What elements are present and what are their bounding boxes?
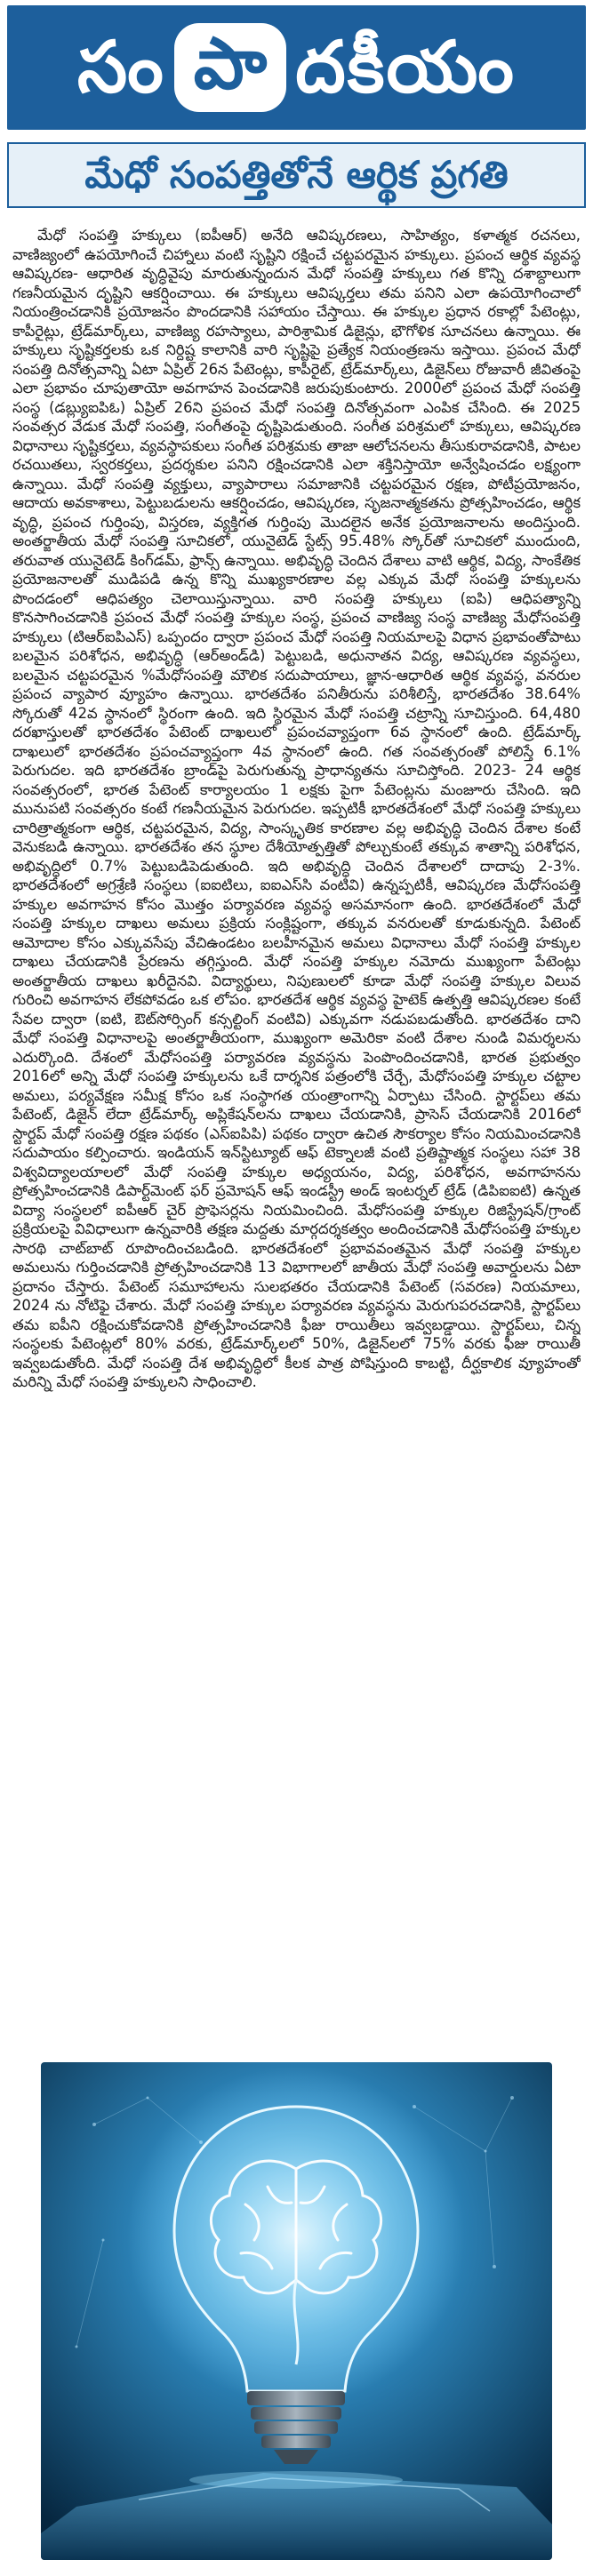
masthead-part-2: పా xyxy=(174,23,286,112)
masthead-part-3: దకీయం xyxy=(295,26,516,108)
headline-box xyxy=(7,142,586,208)
masthead xyxy=(7,5,586,130)
article-body xyxy=(12,226,581,2048)
brain-lightbulb-icon xyxy=(41,2062,552,2560)
headline: మేధో సంపత్తితోనే ఆర్థిక ప్రగతి xyxy=(84,153,509,196)
brain-lightbulb-image xyxy=(41,2062,552,2560)
masthead-part-1: సం xyxy=(77,26,165,108)
article-paragraph: మేధో సంపత్తి హక్కులు (ఐపీఆర్) అనేది ఆవిష్కరణలు, సాహిత్యం, కళాత్మక రచనలు, వాణిజ్యంలో ఉపయోగించే చిహ్నాలు వంటి సృష్టిని రక్షించే చట్టపరమైన హక్కులు. ప్రపంచ ఆర్థిక వ్యవస్థ ఆవిష్కరణ- ఆధారిత వృద్ధివైపు మారుతున్నందున మేధో సంపత్తి హక్కులు గత కొన్ని దశాబ్దాలుగా గణనీయమైన దృష్టిని ఆకర్షించాయి. ఈ హక్కులు ఆవిష్కర్తలు తమ పనిని ఎలా ఉపయోగించాలో నియంత్రించడానికి ప్రయోజనం పొందడానికి సహాయం చేస్తాయి. ఈ హక్కుల ప్రధాన రకాల్లో పేటెంట్లు, కాపీరైట్లు, ట్రేడ్‌మార్క్‌లు, వాణిజ్య రహస్యాలు, పారిశ్రామిక డిజైన్లు, భౌగోళిక సూచనలు ఉన్నాయి. ఈ హక్కులు సృష్టికర్తలకు ఒక నిర్దిష్ట కాలానికి వారి సృష్టిపై ప్రత్యేక నియంత్రణను ఇస్తాయి. ప్రపంచ మేధో సంపత్తి దినోత్సవాన్ని ఏటా ఏప్రిల్ 26న పేటెంట్లు, కాపీరైట్, ట్రేడ్‌మార్క్‌లు, డిజైన్‌లు రోజువారీ జీవితంపై ఎలా ప్రభావం చూపుతాయో అవగాహన పెంచడానికి జరుపుకుంటారు. 2000లో ప్రపంచ మేధో సంపత్తి సంస్థ (డబ్ల్యుఐపిఓ) ఏప్రిల్ 26ని ప్రపంచ మేధో సంపత్తి దినోత్సవంగా ఎంపిక చేసింది. ఈ 2025 సంవత్సర వేడుక మేధో సంపత్తి, సంగీతంపై దృష్టిపెడుతుంది. సంగీత పరిశ్రమలో హక్కులు, ఆవిష్కరణ విధానాలు సృష్టికర్తలు, వ్యవస్థాపకులు సంగీత పరిశ్రమకు తాజా ఆలోచనలను తీసుకురావడానికి, పాటల రచయితలు, స్వరకర్తలు, ప్రదర్శకుల పనిని రక్షించడానికి ఎలా శక్తినిస్తాయో అన్వేషించడం లక్ష్యంగా ఉన్నాయి. మేధో సంపత్తి వ్యక్తులు, వ్యాపారాలు సమాజానికి చట్టపరమైన రక్షణ, పోటీప్రయోజనం, ఆదాయ అవకాశాలు, పెట్టుబడులను ఆకర్షించడం, ఆవిష్కరణ, సృజనాత్మకతను ప్రోత్సహించడం, ఆర్థిక వృద్ధి, ప్రపంచ గుర్తింపు, విస్తరణ, వ్యక్తిగత గుర్తింపు మొదలైన అనేక ప్రయోజనాలను అందిస్తుంది. అంతర్జాతీయ మేధో సంపత్తి సూచికలో, యునైటెడ్ స్టేట్స్ 95.48% స్కోర్‌తో సూచికలో ముందుంది, తరువాత యునైటెడ్ కింగ్‌డమ్, ఫ్రాన్స్ ఉన్నాయి. అభివృద్ధి చెందిన దేశాలు వాటి ఆర్థిక, విద్య, సాంకేతిక ప్రయోజనాలతో ముడిపడి ఉన్న కొన్ని ముఖ్యకారణాల వల్ల ఎక్కువ మేధో సంపత్తి హక్కులను పొందడంలో ఆధిపత్యం చెలాయిస్తున్నాయి. వారి సంపత్తి హక్కులు (ఐపి) ఆధిపత్యాన్ని కొనసాగించడానికి ప్రపంచ మేధో సంపత్తి హక్కుల సంస్థ, ప్రపంచ వాణిజ్య సంస్థ వాణిజ్య మేధోసంపత్తి హక్కులు (టిఆర్ఐపిఎస్) ఒప్పందం ద్వారా ప్రపంచ మేధో సంపత్తి నియమాలపై విధాన ప్రభావంతోపాటు బలమైన పరిశోధన, అభివృద్ధి (ఆర్అండ్‌డి) పెట్టుబడి, అధునాతన విద్య, ఆవిష్కరణ వ్యవస్థలు, బలమైన చట్టపరమైన %మేధోసంపత్తి మౌలిక సదుపాయాలు, జ్ఞాన-ఆధారిత ఆర్థిక వ్యవస్థ, వనరుల ప్రపంచ వ్యాపార వ్యూహం ఉన్నాయి. భారతదేశం పనితీరును పరిశీలిస్తే, భారతదేశం 38.64% స్కోరుతో 42వ స్థానంలో స్థిరంగా ఉంది. ఇది స్థిరమైన మేధో సంపత్తి చట్రాన్ని సూచిస్తుంది. 64,480 దరఖాస్తులతో భారతదేశం పేటెంట్ దాఖలులో ప్రపంచవ్యాప్తంగా 6వ స్థానంలో ఉంది. ట్రేడ్‌మార్క్ దాఖలులో భారతదేశం ప్రపంచవ్యాప్తంగా 4వ స్థానంలో ఉంది. గత సంవత్సరంతో పోలిస్తే 6.1% పెరుగుదల. ఇది భారతదేశం బ్రాండ్‌పై పెరుగుతున్న ప్రాధాన్యతను సూచిస్తోంది. 2023- 24 ఆర్థిక సంవత్సరంలో, భారత పేటెంట్ కార్యాలయం 1 లక్షకు పైగా పేటెంట్లను మంజూరు చేసింది. ఇది మునుపటి సంవత్సరం కంటే గణనీయమైన పెరుగుదల. ఇప్పటికీ భారతదేశంలో మేధో సంపత్తి హక్కులు చారిత్రాత్మకంగా ఆర్థిక, చట్టపరమైన, విద్య, సాంస్కృతిక కారణాల వల్ల అభివృద్ధి చెందిన దేశాల కంటే వెనుకబడి ఉన్నాయి. భారతదేశం తన స్థూల దేశీయోత్పత్తితో పోల్చుకుంటే తక్కువ శాతాన్ని పరిశోధన, అభివృద్ధిలో 0.7% పెట్టుబడిపెడుతుంది. ఇది అభివృద్ధి చెందిన దేశాలలో దాదాపు 2-3%. భారతదేశంలో అగ్రశ్రేణి సంస్థలు (ఐఐటిలు, ఐఐఎస్‌సి వంటివి) ఉన్నప్పటికీ, ఆవిష్కరణ మేధోసంపత్తి హక్కుల అవగాహన కోసం మొత్తం పర్యావరణ వ్యవస్థ అసమానంగా ఉంది. భారతదేశంలో మేధో సంపత్తి హక్కుల దాఖలు అమలు ప్రక్రియ సంక్లిష్టంగా, తక్కువ వనరులతో కూడుకున్నది. పేటెంట్ ఆమోదాల కోసం ఎక్కువసేపు వేచిఉండటం బలహీనమైన అమలు విధానాలు మేధో సంపత్తి హక్కుల దాఖలు చేయడానికి ప్రేరణను తగ్గిస్తుంది. మేధో సంపత్తి హక్కుల నమోదు ముఖ్యంగా పేటెంట్లు అంతర్జాతీయ దాఖలు ఖరీదైనవి. విద్యార్థులు, నిపుణులలో కూడా మేధో సంపత్తి హక్కుల విలువ గురించి అవగాహన లేకపోవడం ఒక లోపం. భారతదేశ ఆర్థిక వ్యవస్థ హైటెక్ ఉత్పత్తి ఆవిష్కరణల కంటే సేవల ద్వారా (ఐటి, ఔట్‌సోర్సింగ్ కన్సల్టింగ్ వంటివి) ఎక్కువగా నడుపబడుతోంది. భారతదేశం దాని మేధో సంపత్తి విధానాలపై అంతర్జాతీయంగా, ముఖ్యంగా అమెరికా వంటి దేశాల నుండి విమర్శలను ఎదుర్కొంది. దేశంలో మేధోసంపత్తి పర్యావరణ వ్యవస్థను పెంపొందించడానికి, భారత ప్రభుత్వం 2016లో అన్ని మేధో సంపత్తి హక్కులను ఒకే దార్శనిక పత్రంలోకి చేర్చే, మేధోసంపత్తి హక్కుల చట్టాల అమలు, పర్యవేక్షణ సమీక్ష కోసం ఒక సంస్థాగత యంత్రాంగాన్ని ఏర్పాటు చేసింది. స్టార్టప్‌లు తమ పేటెంట్, డిజైన్ లేదా ట్రేడ్‌మార్క్ అప్లికేషన్‌లను దాఖలు చేయడానికి, ప్రాసెస్ చేయడానికి 2016లో స్టార్టప్ మేధో సంపత్తి రక్షణ పథకం (ఎస్ఐపిపి) పథకం ద్వారా ఉచిత సౌకర్యాల కోసం నియమించడానికి సదుపాయం కల్పించారు. ఇండియన్ ఇన్‌స్టిట్యూట్ ఆఫ్ టెక్నాలజీ వంటి ప్రతిష్టాత్మక సంస్థలు సహా 38 విశ్వవిద్యాలయాలలో మేధో సంపత్తి హక్కుల అధ్యయనం, విద్య, పరిశోధన, అవగాహనను ప్రోత్సహించడానికి డిపార్ట్‌మెంట్ ఫర్ ప్రమోషన్ ఆఫ్ ఇండస్ట్రీ అండ్ ఇంటర్నల్ ట్రేడ్ (డిపిఐఐటి) ఉన్నత విద్యా సంస్థలలో ఐపీఆర్ చైర్ ప్రొఫెసర్లను నియమించింది. మేధోసంపత్తి హక్కుల రిజిస్ట్రేషన్/గ్రాంట్ ప్రక్రియలపై వివిధాలుగా ఉన్నవారికి తక్షణ మద్దతు మార్గదర్శకత్వం అందించడానికి మేధోసంపత్తి హక్కుల సారథి చాట్‌బాట్ రూపొందించబడింది. భారతదేశంలో ప్రభావవంతమైన మేధో సంపత్తి హక్కుల అమలును గుర్తించడానికి ప్రోత్సహించడానికి 13 విభాగాలలో జాతీయ మేధో సంపత్తి అవార్డులను ఏటా ప్రదానం చేస్తారు. పేటెంట్ సమూహాలను సులభతరం చేయడానికి పేటెంట్ (సవరణ) నియమాలు, 2024 ను నోటిఫై చేశారు. మేధో సంపత్తి హక్కుల పర్యావరణ వ్యవస్థను మెరుగుపరచడానికి, స్టార్టప్‌లు తమ ఐపీని రక్షించుకోవడానికి ప్రోత్సహించడానికి ఫీజు రాయితీలు ఇవ్వబడ్డాయి. స్టార్టప్‌లు, చిన్న సంస్థలకు పేటెంట్లలో 80% వరకు, ట్రేడ్‌మార్క్‌లలో 50%, డిజైన్‌లలో 75% వరకు ఫీజు రాయితీ ఇవ్వబడుతోంది. మేధో సంపత్తి దేశ అభివృద్ధిలో కీలక పాత్ర పోషిస్తుంది కాబట్టి, దీర్ఘకాలిక వ్యూహంతో మరిన్ని మేధో సంపత్తి హక్కులని సాధించాలి. xyxy=(12,227,581,1390)
